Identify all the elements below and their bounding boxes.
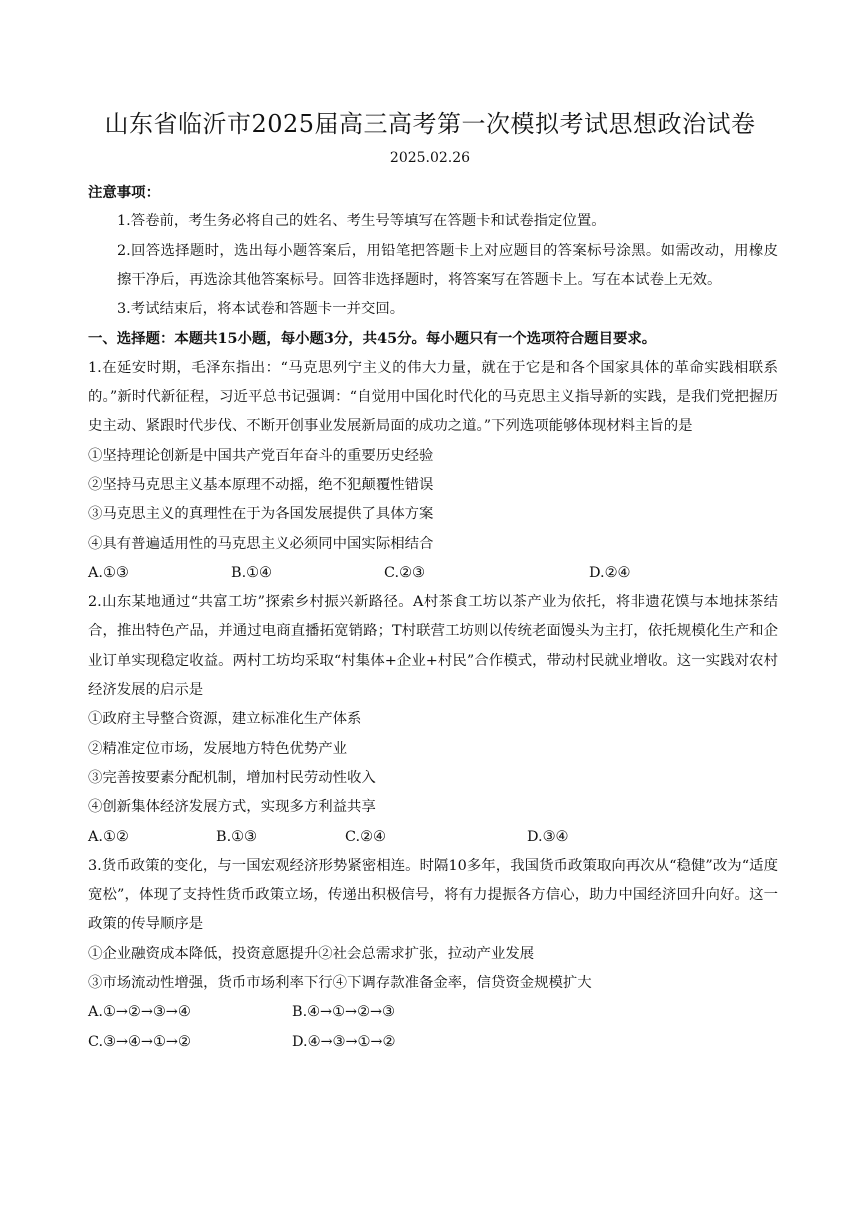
note-item: 2.回答选择题时，选出每小题答案后，用铅笔把答题卡上对应题目的答案标号涂黑。如需改动，用橡皮擦干净后，再选涂其他答案标号。回答非选择题时，将答案写在答题卡上。写在本试卷上无效。 [117,242,778,288]
question-item: ④创新集体经济发展方式，实现多方利益共享 [88,799,376,816]
option-d: D.④→③→①→② [292,1033,396,1050]
section-heading: 一、选择题：本题共15小题，每小题3分，共45分。每小题只有一个选项符合题目要求。 [88,330,657,348]
question-item: ②坚持马克思主义基本原理不动摇，绝不犯颠覆性错误 [88,476,434,493]
page-title: 山东省临沂市2025届高三高考第一次模拟考试思想政治试卷 [104,110,756,138]
exam-body [88,178,778,1057]
note-item: 1.答卷前，考生务必将自己的姓名、考生号等填写在答题卡和试卷指定位置。 [117,213,606,230]
question-item: ④具有普遍适用性的马克思主义必须同中国实际相结合 [88,535,434,552]
question-item: ③完善按要素分配机制，增加村民劳动性收入 [88,769,376,786]
notes-heading: 注意事项： [88,184,160,201]
answer-options [88,998,778,1027]
question-item: ③市场流动性增强，货币市场利率下行④下调存款准备金率，信贷资金规模扩大 [88,975,592,992]
option-b: B.①③ [216,828,257,845]
note-item: 3.考试结束后，将本试卷和答题卡一并交回。 [117,301,405,318]
option-d: D.③④ [527,828,569,845]
question-stem: 1.在延安时期，毛泽东指出：“马克思列宁主义的伟大力量，就在于它是和各个国家具体的革命实践相联系的。”新时代新征程，习近平总书记强调：“自觉用中国化时代化的马克思主义指导新的实践，是我们党把握历史主动、紧跟时代步伐、不断开创事业发展新局面的成功之道。”下列选项能够体现材料主旨的是 [88,359,778,435]
option-a: A.①→②→③→④ [88,1004,191,1021]
option-c: C.③→④→①→② [88,1033,191,1050]
exam-date: 2025.02.26 [389,150,471,166]
question-item: ②精准定位市场，发展地方特色优势产业 [88,740,348,757]
option-a: A.①② [88,828,129,845]
option-d: D.②④ [589,564,631,581]
option-c: C.②④ [345,828,386,845]
option-a: A.①③ [88,564,129,581]
answer-options [88,823,778,852]
question-item: ①企业融资成本降低，投资意愿提升②社会总需求扩张，拉动产业发展 [88,945,535,962]
question-item: ③马克思主义的真理性在于为各国发展提供了具体方案 [88,506,434,523]
answer-options [88,1028,778,1057]
question-item: ①坚持理论创新是中国共产党百年奋斗的重要历史经验 [88,447,434,464]
question-stem: 3.货币政策的变化，与一国宏观经济形势紧密相连。时隔10多年，我国货币政策取向再次从“稳健”改为“适度宽松”，体现了支持性货币政策立场，传递出积极信号，将有力提振各方信心，助力中国经济回升向好。这一政策的传导顺序是 [88,857,778,933]
question-item: ①政府主导整合资源，建立标准化生产体系 [88,711,362,728]
option-b: B.④→①→②→③ [292,1004,395,1021]
question-stem: 2.山东某地通过“共富工坊”探索乡村振兴新路径。A村茶食工坊以茶产业为依托，将非遗花馍与本地抹茶结合，推出特色产品，并通过电商直播拓宽销路；T村联营工坊则以传统老面馒头为主打，依托规模化生产和企业订单实现稳定收益。两村工坊均采取“村集体+企业+村民”合作模式，带动村民就业增收。这一实践对农村经济发展的启示是 [88,594,778,699]
answer-options [88,559,778,588]
option-b: B.①④ [231,564,272,581]
option-c: C.②③ [384,564,425,581]
